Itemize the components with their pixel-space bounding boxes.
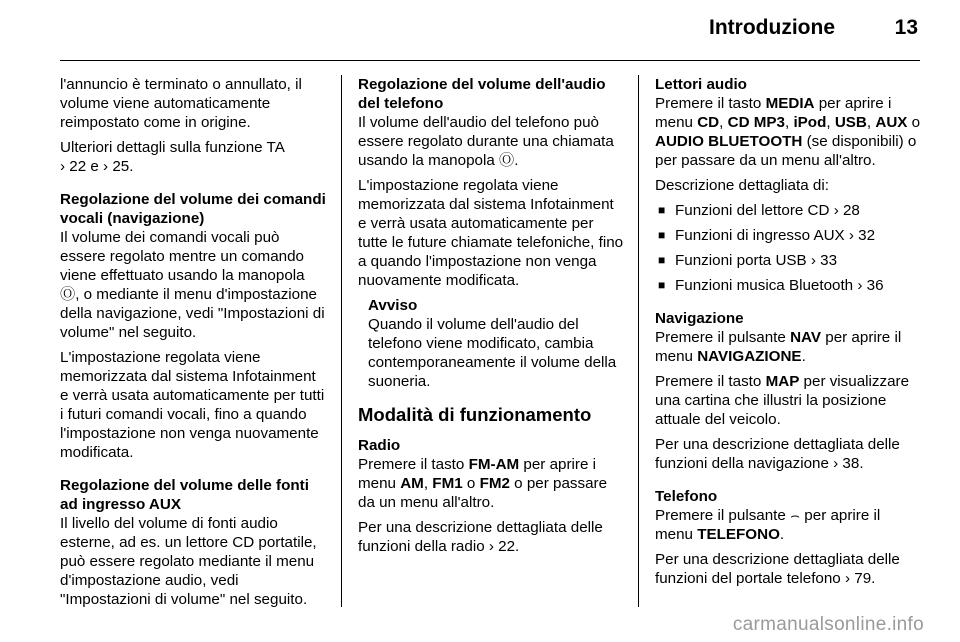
paragraph: Premere il pulsante NAV per aprire il menu NAVIGAZIONE.	[655, 329, 902, 365]
note-title: Avviso	[368, 297, 418, 314]
page-header-title: Introduzione	[709, 16, 835, 39]
paragraph: Premere il pulsante ⌢ per aprire il menu TELEFONO.	[655, 507, 881, 543]
column-left	[60, 75, 326, 615]
column-middle	[358, 75, 624, 562]
section-heading: Regolazione del volume dell'audio del telefono	[358, 76, 606, 112]
menu-label: TELEFONO	[697, 526, 780, 543]
list-item: ■ Funzioni di ingresso AUX › 32	[658, 227, 876, 244]
bullet-icon: ■	[658, 203, 666, 217]
paragraph: Ulteriori dettagli sulla funzione TA › 22 e › 25.	[60, 139, 285, 175]
paragraph: Per una descrizione dettagliata delle funzioni della radio › 22.	[358, 519, 603, 555]
bullet-icon: ■	[658, 278, 666, 292]
page-reference[interactable]: › 22 e › 25.	[60, 158, 134, 175]
paragraph: Per una descrizione dettagliata delle funzioni della navigazione › 38.	[655, 436, 900, 472]
chapter-heading: Modalità di funzionamento	[358, 404, 592, 425]
paragraph: Per una descrizione dettagliata delle funzioni del portale telefono › 79.	[655, 551, 900, 587]
column-right	[655, 75, 921, 594]
paragraph: Descrizione dettagliata di:	[655, 177, 829, 194]
key-label: MAP	[765, 373, 800, 390]
watermark: carmanualsonline.info	[732, 614, 924, 635]
phone-icon: ⌢	[790, 507, 801, 524]
section-heading: Radio	[358, 437, 401, 454]
header-rule	[60, 60, 920, 61]
paragraph: Premere il tasto MEDIA per aprire i menu CD, CD MP3, iPod, USB, AUX o AUDIO BLUETOOTH (se disponibili) o per passare da un menu all'altro.	[655, 95, 921, 169]
page-number: 13	[894, 16, 918, 39]
list-item: ■ Funzioni del lettore CD › 28	[658, 202, 860, 219]
list-item: ■ Funzioni musica Bluetooth › 36	[658, 277, 884, 294]
paragraph: Il volume dei comandi vocali può essere regolato mentre un comando viene effettuato usando la manopola Ⓞ, o mediante il menu d'impostazione della navigazione, vedi "Impostazioni di volume" nel seguito.	[60, 229, 325, 341]
section-heading: Telefono	[655, 488, 718, 505]
note-box	[368, 296, 624, 391]
key-label: MEDIA	[765, 95, 815, 112]
menu-label: AM	[400, 475, 424, 492]
paragraph: L'impostazione regolata viene memorizzata dal sistema Infotainment e verrà usata automaticamente per tutti i futuri comandi vocali, fino a quando l'impostazione non venga nuovamente modificata.	[60, 349, 325, 461]
section-heading: Lettori audio	[655, 76, 747, 93]
paragraph: Il livello del volume di fonti audio esterne, ad es. un lettore CD portatile, può essere regolato mediante il menu d'impostazione audio, vedi "Impostazioni di volume" nel seguito.	[60, 515, 317, 608]
bullet-icon: ■	[658, 253, 666, 267]
bullet-icon: ■	[658, 228, 666, 242]
key-label: NAV	[790, 329, 822, 346]
key-label: FM-AM	[468, 456, 520, 473]
feature-list	[655, 201, 921, 295]
menu-label: FM1	[432, 475, 463, 492]
paragraph: L'impostazione regolata viene memorizzata dal sistema Infotainment e verrà usata automaticamente per tutte le future chiamate telefoniche, fino a quando l'impostazione non venga nuovamente modificata.	[358, 177, 624, 289]
note-text: Quando il volume dell'audio del telefono viene modificato, cambia contemporaneamente il volume della suoneria.	[368, 316, 617, 390]
menu-label: NAVIGAZIONE	[697, 348, 802, 365]
section-heading: Regolazione del volume delle fonti ad ingresso AUX	[60, 477, 309, 513]
section-heading: Regolazione del volume dei comandi vocali (navigazione)	[60, 191, 326, 227]
column-divider	[638, 75, 639, 607]
paragraph: Premere il tasto MAP per visualizzare una cartina che illustri la posizione attuale del veicolo.	[655, 373, 910, 428]
paragraph: l'annuncio è terminato o annullato, il volume viene automaticamente reimpostato come in origine.	[60, 76, 302, 131]
section-heading: Navigazione	[655, 310, 744, 327]
column-divider	[341, 75, 342, 607]
menu-label: FM2	[479, 475, 510, 492]
paragraph: Il volume dell'audio del telefono può essere regolato durante una chiamata usando la manopola Ⓞ.	[358, 114, 614, 169]
paragraph: Premere il tasto FM-AM per aprire i menu AM, FM1 o FM2 o per passare da un menu all'altro.	[358, 456, 608, 511]
list-item: ■ Funzioni porta USB › 33	[658, 252, 838, 269]
